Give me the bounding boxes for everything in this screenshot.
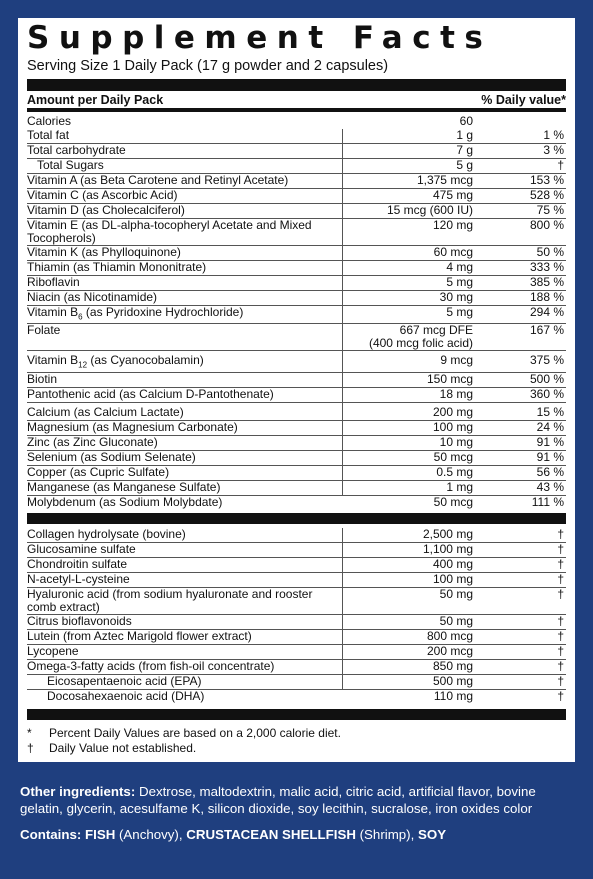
nutrient-name: Total carbohydrate	[27, 143, 126, 157]
nutrient-name: Biotin	[27, 371, 58, 386]
table-row	[27, 614, 566, 629]
nutrient-amount: 500 mg	[432, 673, 473, 688]
nutrient-amount: 400 mg	[432, 556, 473, 571]
table-row	[27, 542, 566, 557]
table-row	[27, 159, 566, 174]
daily-value: †	[557, 643, 564, 658]
nutrient-amount: 30 mg	[439, 290, 473, 304]
daily-value: 56 %	[536, 464, 564, 479]
daily-value: 528 %	[529, 188, 564, 202]
table-row	[27, 557, 566, 572]
nutrient-name: Glucosamine sulfate	[27, 541, 136, 556]
table-row	[27, 528, 566, 543]
daily-value: 75 %	[536, 203, 564, 217]
nutrient-amount: 2,500 mg	[422, 526, 473, 541]
table-row	[27, 174, 566, 189]
nutrient-amount: 1 mg	[446, 479, 473, 494]
nutrient-amount: 50 mg	[439, 586, 473, 601]
serving-size: Serving Size 1 Daily Pack (17 g powder and 2 capsules)	[27, 58, 389, 74]
nutrient-name: Hyaluronic acid (from sodium hyaluronate and rooster comb extract)	[27, 586, 313, 614]
nutrient-name: Vitamin C (as Ascorbic Acid)	[27, 188, 178, 202]
nutrient-name: Thiamin (as Thiamin Mononitrate)	[27, 260, 207, 274]
daily-value: 385 %	[529, 275, 564, 289]
daily-value: †	[557, 541, 564, 556]
nutrient-name: Niacin (as Nicotinamide)	[27, 290, 158, 304]
nutrient-name: Vitamin $B_{12}$ (as Cyanocobalamin)	[27, 353, 204, 370]
nutrient-name: Calcium (as Calcium Lactate)	[27, 404, 184, 419]
daily-value: 375 %	[529, 353, 564, 368]
nutrient-name: Citrus bioflavonoids	[27, 613, 132, 628]
daily-value: 91 %	[536, 434, 564, 449]
footnote-symbol: *	[27, 725, 32, 740]
daily-value: 91 %	[536, 449, 564, 464]
table-row	[27, 112, 566, 129]
nutrient-name: Docosahexaenoic acid (DHA)	[47, 688, 205, 703]
panel-title: Supplement Facts	[27, 20, 493, 56]
nutrient-name: Manganese (as Manganese Sulfate)	[27, 479, 221, 494]
nutrient-amount: 0.5 mg	[436, 464, 473, 479]
nutrient-amount: 800 mcg	[426, 628, 473, 643]
table-row	[27, 587, 566, 614]
table-row	[27, 420, 566, 435]
nutrient-amount: 200 mg	[432, 404, 473, 419]
allergen-fish: FISH	[85, 827, 116, 842]
nutrient-amount: 50 mcg	[433, 494, 473, 509]
amount-header: Amount per Daily Pack	[27, 92, 164, 107]
nutrient-amount: 7 g	[456, 143, 473, 157]
nutrient-name: Folate	[27, 323, 61, 338]
divider-bar	[27, 709, 566, 720]
nutrient-name: Riboflavin	[27, 275, 80, 289]
allergen-soy: SOY	[418, 827, 447, 842]
daily-value: †	[557, 526, 564, 541]
nutrient-name: N-acetyl-L-cysteine	[27, 571, 130, 586]
daily-value: 15 %	[536, 404, 564, 419]
nutrient-name: Zinc (as Zinc Gluconate)	[27, 434, 158, 449]
nutrient-name: Calories	[27, 114, 72, 128]
nutrient-name: Vitamin E (as DL-alpha-tocopheryl Acetate and Mixed Tocopherols)	[27, 218, 312, 245]
nutrient-amount: 5 mg	[446, 275, 473, 289]
daily-value: †	[557, 688, 564, 703]
table-row	[27, 450, 566, 465]
daily-value: †	[557, 673, 564, 688]
nutrient-name: Chondroitin sulfate	[27, 556, 128, 571]
nutrient-name: Collagen hydrolysate (bovine)	[27, 526, 186, 541]
nutrient-name: Molybdenum (as Sodium Molybdate)	[27, 494, 223, 509]
table-row	[27, 144, 566, 159]
dv-header: % Daily value*	[481, 92, 566, 107]
nutrient-name: Lutein (from Aztec Marigold flower extract)	[27, 628, 252, 643]
table-row	[27, 465, 566, 480]
nutrient-amount: 5 g	[456, 158, 473, 172]
daily-value: 188 %	[529, 290, 564, 304]
daily-value: 50 %	[536, 245, 564, 259]
table-row	[27, 689, 566, 704]
table-row	[27, 435, 566, 450]
footnote	[27, 741, 566, 756]
nutrient-name: Eicosapentaenoic acid (EPA)	[47, 673, 202, 688]
nutrient-amount: 9 mcg	[440, 353, 473, 368]
daily-value: †	[557, 613, 564, 628]
table-row	[27, 572, 566, 587]
nutrient-amount: 150 mcg	[426, 371, 473, 386]
daily-value: 43 %	[536, 479, 564, 494]
nutrient-amount: 18 mg	[439, 386, 473, 401]
footnote-symbol: †	[27, 740, 34, 755]
nutrient-amount: 100 mg	[432, 571, 473, 586]
daily-value: 800 %	[529, 218, 564, 232]
table-row	[27, 351, 566, 372]
allergen-shellfish-source: (Shrimp),	[355, 827, 418, 842]
daily-value: 24 %	[536, 419, 564, 434]
table-row	[27, 324, 566, 351]
divider-bar	[27, 79, 566, 91]
table-row	[27, 306, 566, 324]
daily-value: 500 %	[529, 371, 564, 386]
daily-value: 3 %	[543, 143, 564, 157]
table-row	[27, 291, 566, 306]
table-row	[27, 372, 566, 387]
table-header	[27, 91, 566, 112]
table-row	[27, 276, 566, 291]
daily-value: 153 %	[529, 173, 564, 187]
nutrient-amount: 5 mg	[446, 305, 473, 319]
table-row	[27, 204, 566, 219]
nutrient-amount: 850 mg	[432, 658, 473, 673]
nutrient-amount: 120 mg	[432, 218, 473, 232]
allergen-fish-source: (Anchovy),	[115, 827, 187, 842]
daily-value: †	[557, 571, 564, 586]
nutrient-amount: 1,100 mg	[422, 541, 473, 556]
label-bottom	[20, 783, 576, 843]
table-row	[27, 674, 566, 689]
daily-value: †	[557, 628, 564, 643]
table-row	[27, 261, 566, 276]
nutrient-amount: 60	[459, 114, 473, 128]
nutrient-name: Copper (as Cupric Sulfate)	[27, 464, 170, 479]
daily-value: †	[557, 658, 564, 673]
table-row	[27, 644, 566, 659]
daily-value: 111 %	[531, 494, 564, 509]
table-row	[27, 659, 566, 674]
table-row	[27, 189, 566, 204]
table-row	[27, 246, 566, 261]
nutrient-name: Total Sugars	[37, 158, 104, 172]
table-row	[27, 129, 566, 144]
nutrient-name: Vitamin K (as Phylloquinone)	[27, 245, 181, 259]
nutrient-name: Omega-3-fatty acids (from fish-oil concentrate)	[27, 658, 275, 673]
daily-value: †	[557, 158, 564, 172]
supplement-facts-panel	[18, 18, 575, 762]
daily-value: 1 %	[543, 128, 564, 142]
nutrient-name: Vitamin D (as Cholecalciferol)	[27, 203, 185, 217]
nutrient-amount: 1,375 mcg	[416, 173, 473, 187]
nutrient-amount: 15 mcg (600 IU)	[386, 203, 473, 217]
nutrient-amount: 10 mg	[439, 434, 473, 449]
other-ingredients	[20, 783, 576, 817]
other-ingredients-label: Other ingredients:	[20, 784, 136, 799]
footnote-text: Percent Daily Values are based on a 2,000 calorie diet.	[49, 725, 341, 740]
footnote	[27, 726, 566, 741]
nutrient-name: Vitamin $B_6$ (as Pyridoxine Hydrochloride)	[27, 305, 244, 322]
nutrient-name: Lycopene	[27, 643, 79, 658]
table-row	[27, 629, 566, 644]
nutrient-amount: 100 mg	[432, 419, 473, 434]
nutrient-amount: 4 mg	[446, 260, 473, 274]
daily-value: 333 %	[529, 260, 564, 274]
daily-value: †	[557, 556, 564, 571]
nutrient-name: Vitamin A (as Beta Carotene and Retinyl Acetate)	[27, 173, 289, 187]
nutrient-amount: 50 mg	[439, 613, 473, 628]
nutrient-amount-detail: (400 mcg folic acid)	[368, 336, 473, 351]
nutrient-amount: 200 mcg	[426, 643, 473, 658]
nutrient-amount: 110 mg	[433, 688, 473, 703]
footnote-text: Daily Value not established.	[49, 740, 197, 755]
ingredient-table	[27, 528, 566, 704]
table-row	[27, 387, 566, 402]
divider-bar	[27, 513, 566, 524]
table-row	[27, 495, 566, 510]
nutrient-name: Magnesium (as Magnesium Carbonate)	[27, 419, 238, 434]
nutrient-name: Pantothenic acid (as Calcium D-Pantothenate)	[27, 386, 274, 401]
daily-value: 360 %	[529, 386, 564, 401]
contains-label: Contains:	[20, 827, 82, 842]
nutrient-amount: 60 mcg	[433, 245, 473, 259]
daily-value: 167 %	[529, 323, 564, 338]
table-row	[27, 480, 566, 495]
daily-value: 294 %	[529, 305, 564, 319]
nutrient-amount: 50 mcg	[433, 449, 473, 464]
nutrient-table	[27, 112, 566, 510]
nutrient-amount: 475 mg	[432, 188, 473, 202]
other-ingredients-text: Dextrose, maltodextrin, malic acid, citric acid, artificial flavor, bovine gelatin, glycerin, acesulfame K, silicon dioxide, soy lecithin, sucralose, iron oxides color	[20, 784, 536, 816]
nutrient-amount: 1 g	[456, 128, 473, 142]
footnotes	[27, 726, 566, 756]
nutrient-name: Total fat	[27, 128, 70, 142]
nutrient-name: Selenium (as Sodium Selenate)	[27, 449, 196, 464]
nutrient-amount: 667 mcg DFE	[399, 323, 473, 338]
table-row	[27, 219, 566, 246]
allergen-statement	[20, 826, 576, 843]
daily-value: †	[557, 586, 564, 601]
allergen-shellfish: CRUSTACEAN SHELLFISH	[186, 827, 356, 842]
table-row	[27, 402, 566, 420]
